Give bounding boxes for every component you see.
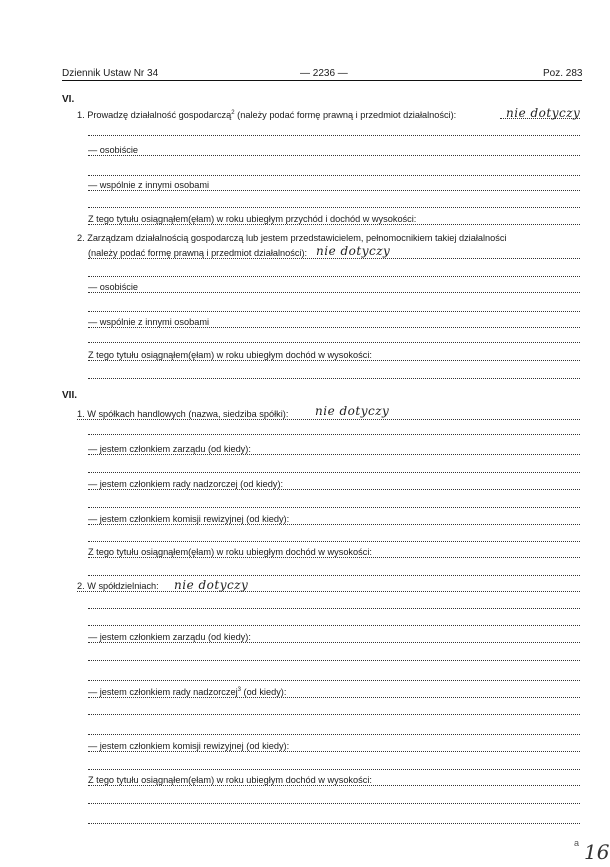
section-vi-title: VI. [62, 94, 75, 105]
rada-label: — jestem członkiem rady nadzorczej$^3$ (od kiedy): [88, 687, 287, 698]
zarzad-line[interactable] [88, 454, 580, 455]
komisja-label: — jestem członkiem komisji rewizyjnej (od kiedy): [88, 514, 290, 524]
vi-item1-handwritten: nie dotyczy [506, 106, 581, 120]
wspolnie-line[interactable] [88, 327, 580, 328]
answer-line[interactable] [88, 803, 580, 804]
page-number: — 2236 — [300, 68, 348, 79]
vii-item1-income-label: Z tego tytułu osiągnąłem(ęłam) w roku ubiegłym dochód w wysokości: [88, 547, 372, 557]
vii-item2-income-label: Z tego tytułu osiągnąłem(ęłam) w roku ubiegłym dochód w wysokości: [88, 775, 372, 785]
answer-line[interactable] [88, 769, 580, 770]
vii-item2-question: 2. W spółdzielniach: [77, 581, 159, 591]
vii-item1-answer-line[interactable] [77, 419, 580, 420]
wspolnie-label: — wspólnie z innymi osobami [88, 317, 210, 327]
journal-title: Dziennik Ustaw Nr 34 [62, 68, 159, 79]
answer-line[interactable] [88, 507, 580, 508]
rada-line[interactable] [88, 697, 580, 698]
answer-line[interactable] [88, 541, 580, 542]
answer-line[interactable] [88, 625, 580, 626]
osobiscie-label: — osobiście [88, 282, 139, 292]
answer-line[interactable] [88, 608, 580, 609]
handwritten-page-number: 16 [584, 840, 610, 864]
answer-line[interactable] [88, 175, 580, 176]
answer-line[interactable] [88, 434, 580, 435]
komisja-label: — jestem członkiem komisji rewizyjnej (od kiedy): [88, 741, 290, 751]
vii-item1-question: 1. W spółkach handlowych (nazwa, siedziba spółki): [77, 409, 289, 419]
komisja-line[interactable] [88, 524, 580, 525]
vi-item2-answer-line[interactable] [88, 258, 580, 259]
income-line[interactable] [88, 360, 580, 361]
vi-item2-question-line1: 2. Zarządzam działalnością gospodarczą lub jestem przedstawicielem, pełnomocnikiem takiej działalności [77, 233, 507, 243]
income-line[interactable] [88, 557, 580, 558]
zarzad-label: — jestem członkiem zarządu (od kiedy): [88, 444, 251, 454]
osobiscie-label: — osobiście [88, 145, 139, 155]
komisja-line[interactable] [88, 751, 580, 752]
vi-item1-income-label: Z tego tytułu osiągnąłem(ęłam) w roku ubiegłym przychód i dochód w wysokości: [88, 214, 417, 224]
answer-line[interactable] [88, 823, 580, 824]
corner-mark: a [574, 838, 580, 848]
rada-label: — jestem członkiem rady nadzorczej (od kiedy): [88, 479, 284, 489]
wspolnie-line[interactable] [88, 190, 580, 191]
answer-line[interactable] [88, 680, 580, 681]
answer-line[interactable] [88, 660, 580, 661]
wspolnie-label: — wspólnie z innymi osobami [88, 180, 210, 190]
vi-item2-question-line2: (należy podać formę prawną i przedmiot działalności): [88, 248, 308, 258]
answer-line[interactable] [88, 575, 580, 576]
vi-item2-handwritten: nie dotyczy [316, 244, 391, 258]
vii-item2-handwritten: nie dotyczy [174, 578, 249, 592]
vii-item1-handwritten: nie dotyczy [315, 404, 390, 418]
answer-line[interactable] [88, 135, 580, 136]
answer-line[interactable] [88, 734, 580, 735]
answer-line[interactable] [88, 276, 580, 277]
answer-line[interactable] [88, 342, 580, 343]
zarzad-line[interactable] [88, 642, 580, 643]
answer-line[interactable] [88, 472, 580, 473]
answer-line[interactable] [88, 207, 580, 208]
zarzad-label: — jestem członkiem zarządu (od kiedy): [88, 632, 251, 642]
vi-item1-question: 1. Prowadzę działalność gospodarczą$^2$ (należy podać formę prawną i przedmiot działalności): [77, 110, 457, 121]
section-vii-title: VII. [62, 390, 78, 401]
answer-line[interactable] [88, 311, 580, 312]
vi-item2-income-label: Z tego tytułu osiągnąłem(ęłam) w roku ubiegłym dochód w wysokości: [88, 350, 372, 360]
income-line[interactable] [88, 224, 580, 225]
income-line[interactable] [88, 785, 580, 786]
position-number: Poz. 283 [543, 68, 583, 79]
answer-line[interactable] [88, 378, 580, 379]
osobiscie-line[interactable] [88, 292, 580, 293]
answer-line[interactable] [88, 714, 580, 715]
osobiscie-line[interactable] [88, 155, 580, 156]
rada-line[interactable] [88, 489, 580, 490]
header-rule [62, 80, 582, 81]
vii-item2-answer-line[interactable] [77, 591, 580, 592]
